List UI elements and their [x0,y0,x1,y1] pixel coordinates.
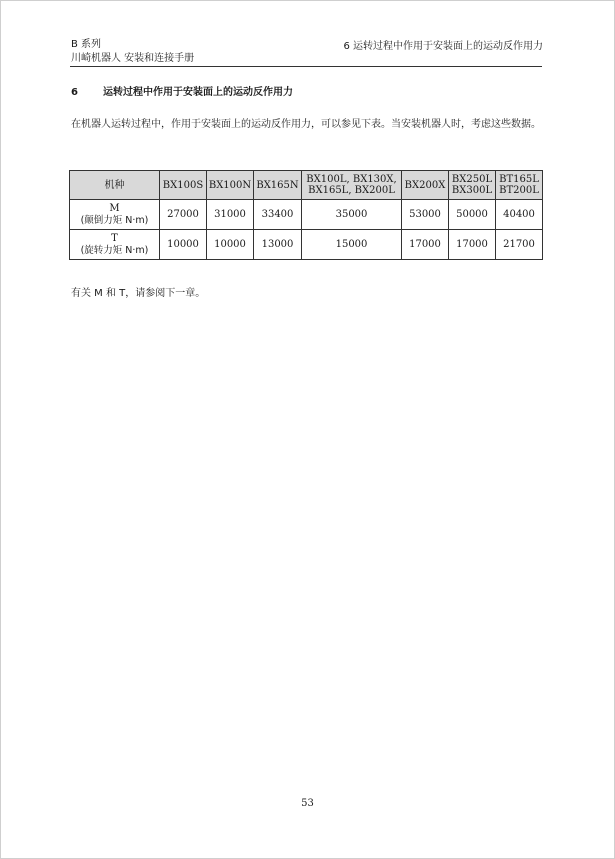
table-row [70,200,543,230]
row-header-t [70,230,160,260]
header-series: B 系列 [71,39,102,50]
table-cell: 35000 [302,200,402,230]
row-label: T [111,232,118,244]
section-number: 6 [71,87,78,98]
page-number: 53 [301,798,314,809]
table-cell: 40400 [496,200,543,230]
reaction-force-table [69,170,543,260]
table-cell: 31000 [207,200,254,230]
row-label: M [109,202,120,214]
section-title: 运转过程中作用于安装面上的运动反作用力 [103,87,293,98]
table-cell: 33400 [254,200,302,230]
note-text: 有关 M 和 T，请参阅下一章。 [71,288,206,299]
table-header-cell: BX165N [254,171,302,200]
table-cell: 13000 [254,230,302,260]
header-manual-title: 川崎机器人 安装和连接手册 [71,53,195,64]
header-rule [70,66,542,67]
table-cell: 17000 [449,230,496,260]
table-cell: 10000 [160,230,207,260]
table-row [70,230,543,260]
section-heading [71,83,293,98]
header-chapter-title: 6 运转过程中作用于安装面上的运动反作用力 [343,41,543,52]
row-sublabel: (颠倒力矩 N·m) [80,214,149,226]
row-sublabel: (旋转力矩 N·m) [80,244,149,256]
table-cell: 27000 [160,200,207,230]
table-header-cell: BX100L, BX130X, BX165L, BX200L [302,171,402,200]
table-cell: 10000 [207,230,254,260]
table-header-cell: BX100S [160,171,207,200]
body-paragraph: 在机器人运转过程中，作用于安装面上的运动反作用力，可以参见下表。当安装机器人时，考虑这些数据。 [71,119,541,130]
table-header-cell: BT165L BT200L [496,171,543,200]
row-header-m [70,200,160,230]
table-cell: 17000 [402,230,449,260]
table-header-cell: 机种 [70,171,160,200]
table-cell: 53000 [402,200,449,230]
table-cell: 15000 [302,230,402,260]
table-header-cell: BX100N [207,171,254,200]
table-header-cell: BX200X [402,171,449,200]
table-header-cell: BX250L BX300L [449,171,496,200]
table-cell: 50000 [449,200,496,230]
table-cell: 21700 [496,230,543,260]
table-header-row [70,171,543,200]
